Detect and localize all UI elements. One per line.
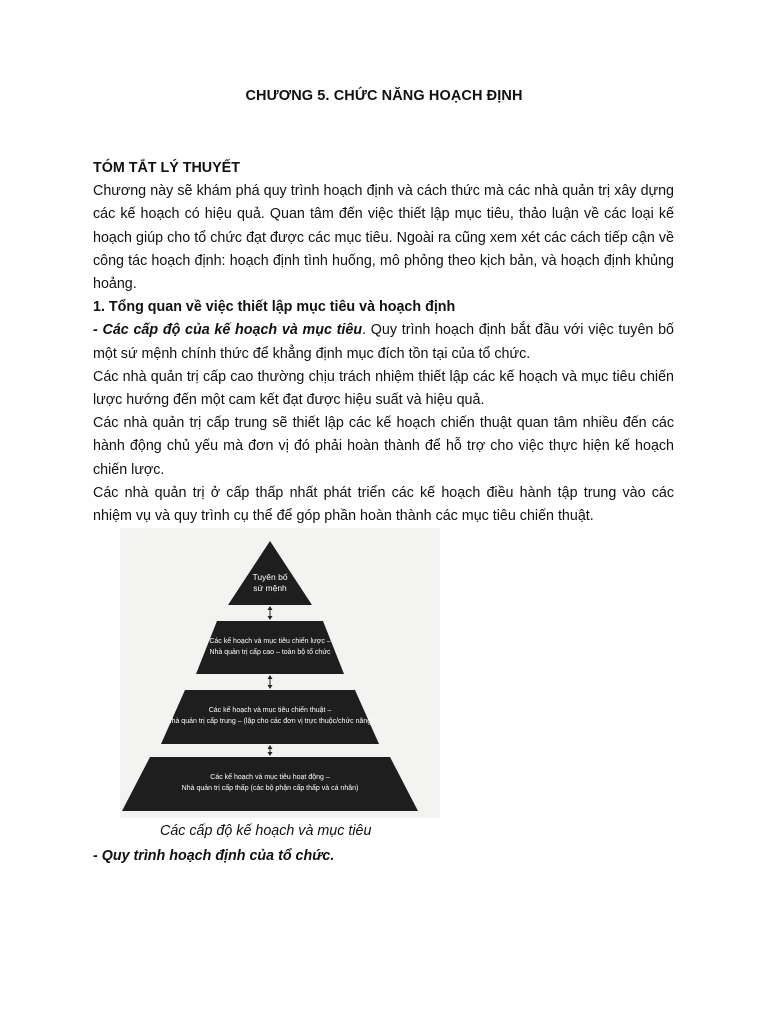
low-managers-paragraph: Các nhà quản trị ở cấp thấp nhất phát triển các kế hoạch điều hành tập trung vào các nhiệm vụ và quy trình cụ thể để góp phần hoàn thành các mục tiêu chiến thuật. xyxy=(93,484,674,525)
tier1-line2: sứ mệnh xyxy=(253,583,287,593)
levels-label: - Các cấp độ của kế hoạch và mục tiêu xyxy=(93,322,363,339)
pyramid-diagram xyxy=(120,528,440,818)
tier1-line1: Tuyên bố xyxy=(252,572,288,582)
chapter-title: CHƯƠNG 5. CHỨC NĂNG HOẠCH ĐỊNH xyxy=(245,88,523,104)
pyramid-tier-tactical xyxy=(161,690,379,744)
tier2-line1: Các kế hoạch và mục tiêu chiến lược – xyxy=(209,638,331,645)
tier3-line1: Các kế hoạch và mục tiêu chiến thuật – xyxy=(208,707,332,714)
process-heading: - Quy trình hoạch định của tổ chức. xyxy=(93,848,335,864)
levels-text: . Quy trình hoạch định bắt đầu với việc tuyên bố một sứ mệnh chính thức để khẳng định mục đích tồn tại của tổ chức. xyxy=(93,322,674,362)
levels-paragraph xyxy=(93,319,674,365)
tier3-line2: Nhà quản trị cấp trung – (lập cho các đơn vị trực thuộc/chức năng) xyxy=(166,718,374,725)
tier4-line1: Các kế hoạch và mục tiêu hoạt động – xyxy=(210,774,330,781)
connector-arrow xyxy=(268,675,273,689)
tier4-line2: Nhà quản trị cấp thấp (các bộ phận cấp thấp và cá nhân) xyxy=(181,785,359,792)
intro-paragraph: Chương này sẽ khám phá quy trình hoạch định và cách thức mà các nhà quản trị xây dựng các kế hoạch có hiệu quả. Quan tâm đến việc thiết lập mục tiêu, thảo luận về các loại kế hoạch giúp cho tổ chức đạt được các mục tiêu. Ngoài ra cũng xem xét các cách tiếp cận về công tác hoạch định: hoạch định tình huống, mô phỏng theo kịch bản, và hoạch định khủng hoảng. xyxy=(93,183,674,293)
tier2-line2: Nhà quản trị cấp cao – toàn bộ tổ chức xyxy=(209,649,331,656)
body-text xyxy=(93,157,674,528)
section1-heading: 1. Tổng quan về việc thiết lập mục tiêu và hoạch định xyxy=(93,299,456,316)
planning-levels-figure xyxy=(120,528,440,818)
figure-caption: Các cấp độ kế hoạch và mục tiêu xyxy=(160,823,372,839)
pyramid-tier-operational xyxy=(122,757,418,811)
connector-arrow xyxy=(268,606,273,620)
top-managers-paragraph: Các nhà quản trị cấp cao thường chịu trách nhiệm thiết lập các kế hoạch và mục tiêu chiến lược hướng đến một cam kết đạt được hiệu suất và hiệu quả. xyxy=(93,368,674,409)
pyramid-tier-strategic xyxy=(196,621,344,674)
middle-managers-paragraph: Các nhà quản trị cấp trung sẽ thiết lập các kế hoạch chiến thuật quan tâm nhiều đến các hành động chủ yếu mà đơn vị đó phải hoàn thành để hỗ trợ cho việc thực hiện kế hoạch chiến lược. xyxy=(93,415,674,478)
connector-arrow xyxy=(268,745,273,756)
summary-heading: TÓM TẮT LÝ THUYẾT xyxy=(93,160,240,176)
